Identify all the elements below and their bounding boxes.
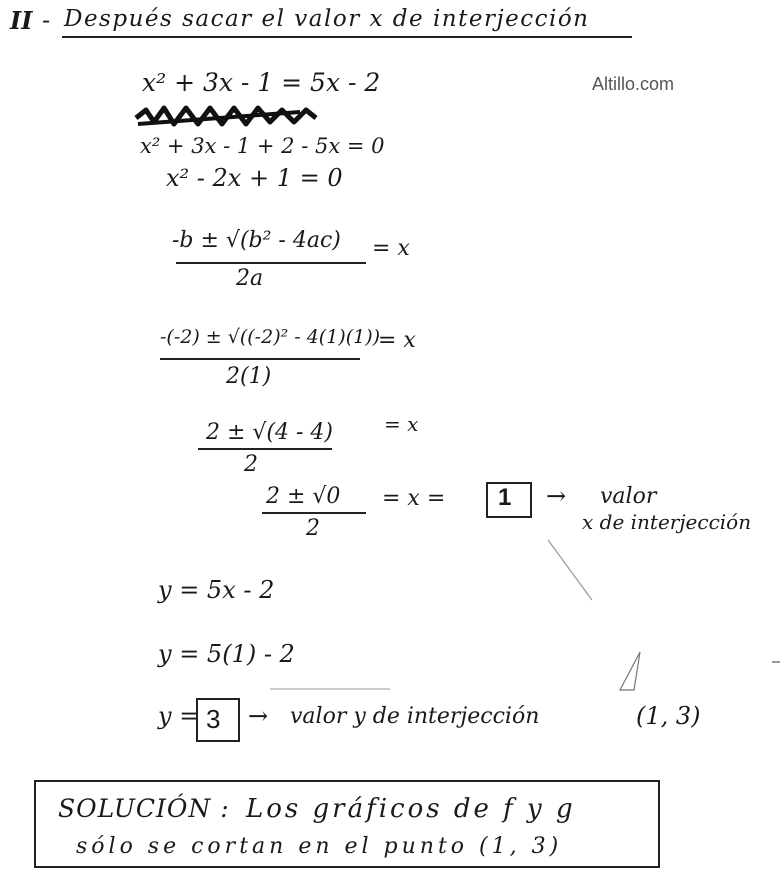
formula-3-rhs: = x bbox=[384, 412, 419, 436]
formula-2-denominator: 2(1) bbox=[226, 364, 272, 389]
formula-2-rhs: = x bbox=[378, 328, 416, 353]
x-result-note-line1: valor bbox=[600, 484, 657, 509]
x-result-value: 1 bbox=[498, 484, 512, 511]
y-equation-2: y = 5(1) - 2 bbox=[158, 640, 295, 668]
y-result-arrow: → bbox=[248, 702, 269, 730]
header-title: Después sacar el valor x de interjección bbox=[64, 6, 590, 32]
y-equation-3-prefix: y = bbox=[158, 702, 200, 730]
header-dash: - bbox=[42, 6, 51, 34]
solution-label: SOLUCIÓN : bbox=[58, 794, 230, 823]
formula-4-numerator: 2 ± √0 bbox=[266, 484, 341, 509]
y-equation-2-underline bbox=[270, 688, 390, 690]
watermark: Altillo.com bbox=[592, 74, 675, 94]
x-result-arrow: → bbox=[546, 482, 567, 510]
formula-3-numerator: 2 ± √(4 - 4) bbox=[206, 420, 334, 445]
equation-2: x² + 3x - 1 + 2 - 5x = 0 bbox=[140, 134, 385, 158]
y-equation-1: y = 5x - 2 bbox=[158, 576, 275, 604]
formula-3-denominator: 2 bbox=[244, 452, 258, 477]
x-result-note-line2: x de interjección bbox=[582, 510, 752, 534]
formula-1-denominator: 2a bbox=[236, 266, 264, 291]
formula-4-rhs: = x = bbox=[382, 486, 446, 511]
equation-1: x² + 3x - 1 = 5x - 2 bbox=[142, 68, 381, 97]
y-result-value: 3 bbox=[206, 704, 221, 734]
step-marker: II bbox=[10, 6, 33, 35]
formula-1-numerator: -b ± √(b² - 4ac) bbox=[172, 228, 341, 253]
intersection-point: (1, 3) bbox=[636, 702, 701, 730]
equation-3: x² - 2x + 1 = 0 bbox=[166, 164, 343, 192]
solution-line-2: sólo se cortan en el punto (1, 3) bbox=[76, 834, 563, 859]
formula-4-denominator: 2 bbox=[306, 516, 320, 541]
formula-2-numerator: -(-2) ± √((-2)² - 4(1)(1)) bbox=[160, 326, 381, 348]
formula-1-rhs: = x bbox=[372, 236, 410, 261]
solution-line-1: Los gráficos de f y g bbox=[246, 794, 576, 824]
y-result-note: valor y de interjección bbox=[290, 704, 540, 729]
